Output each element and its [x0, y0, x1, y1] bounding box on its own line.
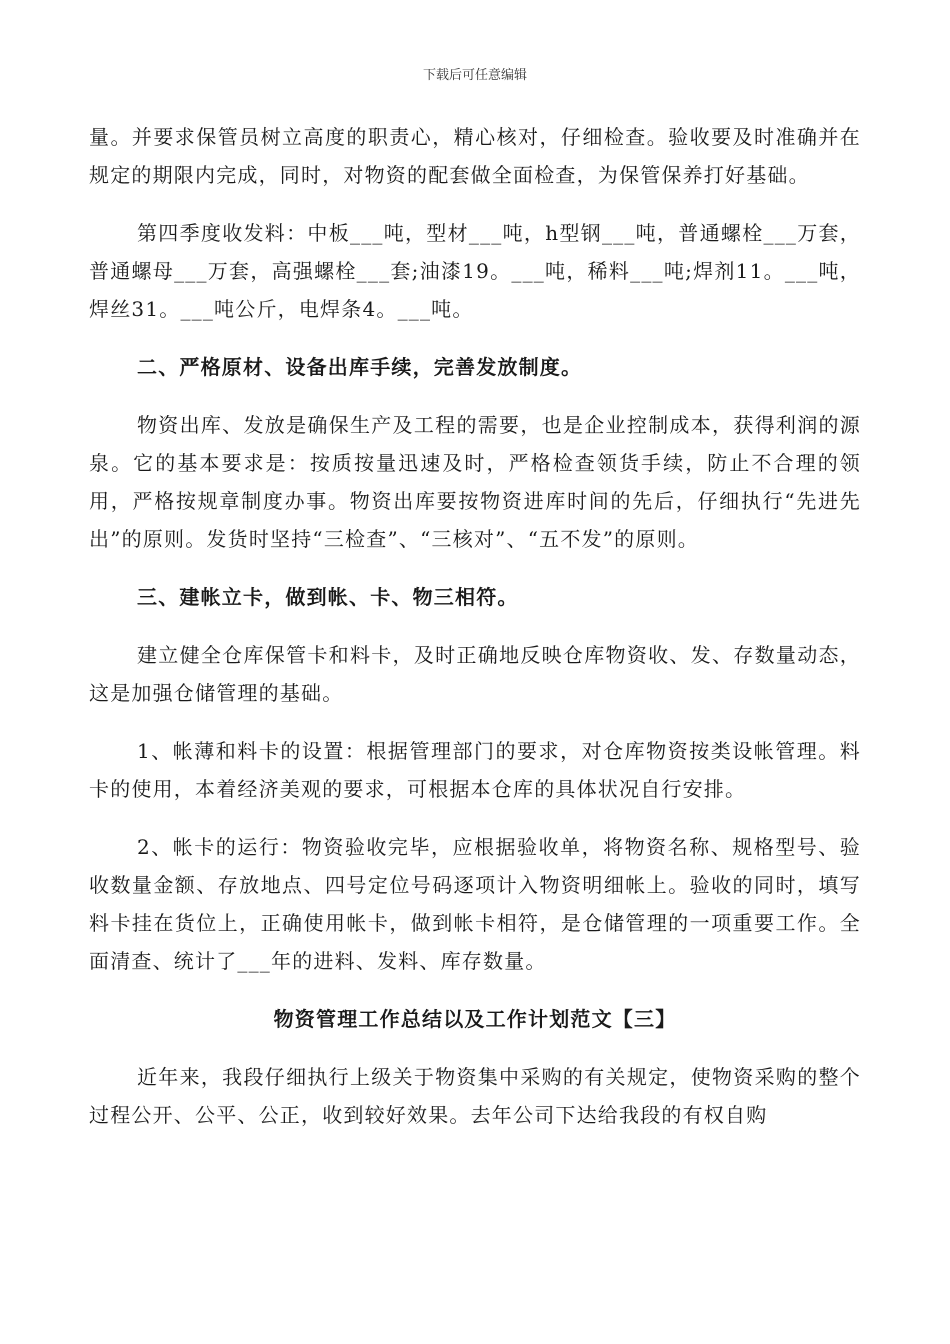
paragraph-intro: 近年来，我段仔细执行上级关于物资集中采购的有关规定，使物资采购的整个过程公开、公平、公正，收到较好效果。去年公司下达给我段的有权自购: [89, 1065, 861, 1127]
paragraph-acceptance-continued: 量。并要求保管员树立高度的职责心，精心核对，仔细检查。验收要及时准确并在规定的期限内完成，同时，对物资的配套做全面检查，为保管保养打好基础。: [89, 125, 861, 187]
document-body: [89, 118, 861, 1134]
paragraph-cards: 建立健全仓库保管卡和料卡，及时正确地反映仓库物资收、发、存数量动态，这是加强仓储管理的基础。: [89, 643, 861, 705]
article-title: 物资管理工作总结以及工作计划范文【三】: [273, 1007, 677, 1031]
section-heading-2: 二、严格原材、设备出库手续，完善发放制度。: [137, 355, 583, 379]
page-header-note: 下载后可任意编辑: [422, 68, 527, 83]
section-heading-3: 三、建帐立卡，做到帐、卡、物三相符。: [137, 585, 519, 609]
paragraph-outbound: 物资出库、发放是确保生产及工程的需要，也是企业控制成本，获得利润的源泉。它的基本要求是：按质按量迅速及时，严格检查领货手续，防止不合理的领用，严格按规章制度办事。物资出库要按物资进库时间的先后，仔细执行“先进先出”的原则。发货时坚持“三检查”、“三核对”、“五不发”的原则。: [89, 413, 861, 551]
paragraph-item-1: 1、帐薄和料卡的设置：根据管理部门的要求，对仓库物资按类设帐管理。料卡的使用，本着经济美观的要求，可根据本仓库的具体状况自行安排。: [89, 739, 861, 801]
paragraph-q4-materials: 第四季度收发料：中板___吨，型材___吨，h型钢___吨，普通螺栓___万套，普通螺母___万套，高强螺栓___套;油漆19。___吨，稀料___吨;焊剂11。___吨，焊丝31。___吨公斤，电焊条4。___吨。: [89, 221, 861, 321]
paragraph-item-2: 2、帐卡的运行：物资验收完毕，应根据验收单，将物资名称、规格型号、验收数量金额、存放地点、四号定位号码逐项计入物资明细帐上。验收的同时，填写料卡挂在货位上，正确使用帐卡，做到帐卡相符，是仓储管理的一项重要工作。全面清查、统计了___年的进料、发料、库存数量。: [89, 835, 861, 973]
